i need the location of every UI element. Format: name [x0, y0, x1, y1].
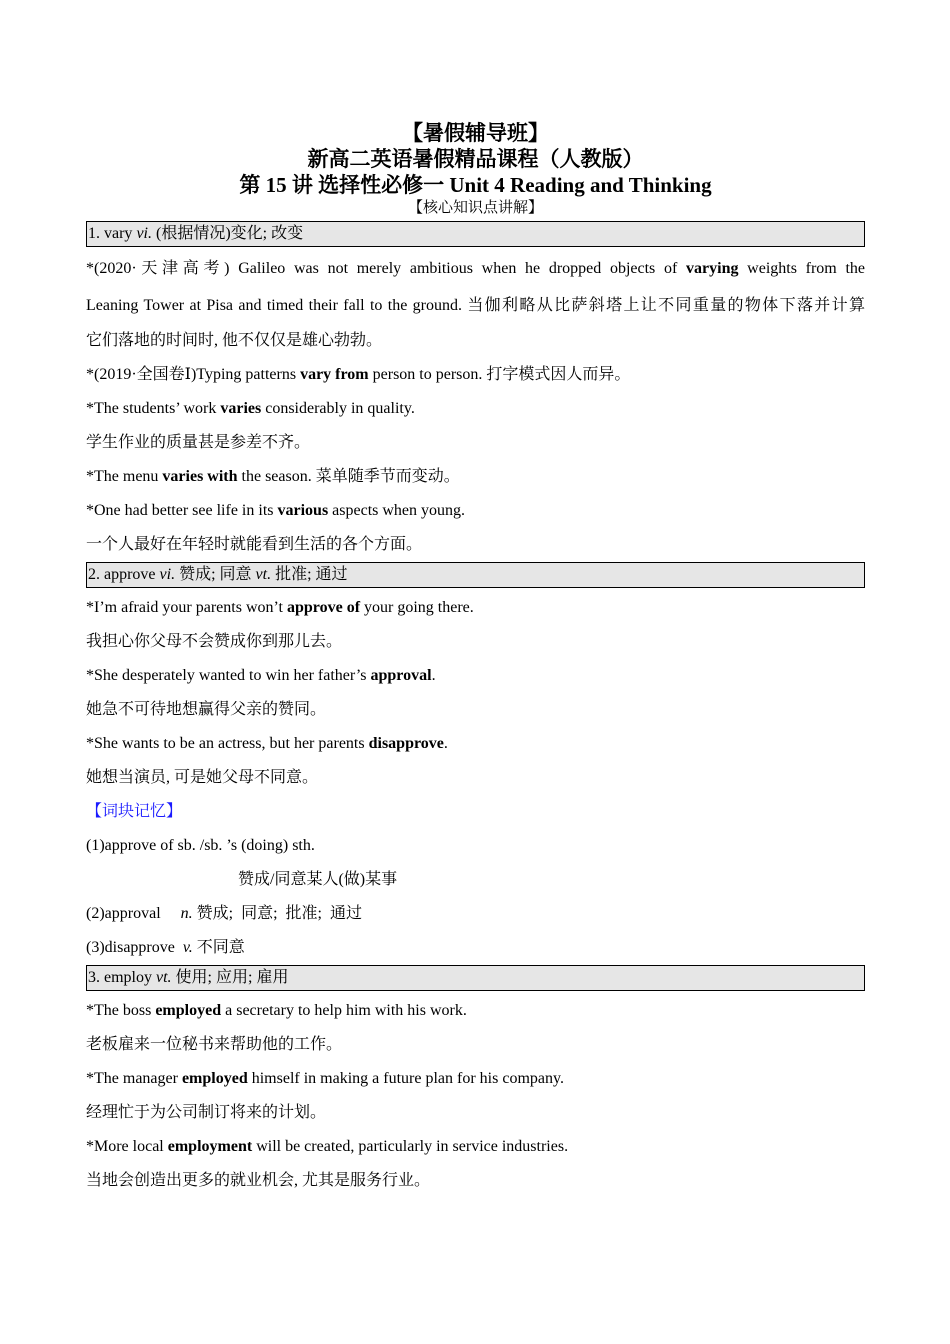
example-line: *The boss employed a secretary to help him with his work. — [86, 1002, 467, 1019]
section-heading-approve: 2. approve vi. 赞成; 同意 vt. 批准; 通过 — [86, 562, 865, 588]
heading-meaning: (根据情况)变化; 改变 — [151, 225, 304, 242]
example-line: 它们落地的时间时, 他不仅仅是雄心勃勃。 — [86, 332, 383, 349]
section-heading-vary — [86, 221, 865, 247]
document-page — [86, 120, 865, 1198]
translation-line: 经理忙于为公司制订将来的计划。 — [86, 1104, 327, 1121]
translation-line: 学生作业的质量甚是参差不齐。 — [86, 434, 311, 451]
example-line: *The manager employed himself in making a future plan for his company. — [86, 1070, 564, 1087]
header-lesson: 第 15 讲 选择性必修一 Unit 4 Reading and Thinking — [239, 173, 712, 197]
example-line: *The menu varies with the season. 菜单随季节而变动。 — [86, 468, 460, 485]
header-section: 【核心知识点讲解】 — [407, 200, 543, 216]
heading-word: 1. vary — [88, 225, 137, 242]
example-line: *The students’ work varies considerably in quality. — [86, 400, 415, 417]
translation-line: 她想当演员, 可是她父母不同意。 — [86, 769, 319, 786]
translation-line: 一个人最好在年轻时就能看到生活的各个方面。 — [86, 536, 423, 553]
memo-item: (1)approve of sb. /sb. ’s (doing) sth. — [86, 837, 315, 854]
example-line: *She desperately wanted to win her father’s approval. — [86, 667, 436, 684]
example-line: *More local employment will be created, particularly in service industries. — [86, 1138, 569, 1155]
heading-pos: vi. — [136, 225, 152, 242]
example-line: *She wants to be an actress, but her parents disapprove. — [86, 735, 448, 752]
memo-item: (3)disapprove v. 不同意 — [86, 939, 245, 956]
translation-line: 老板雇来一位秘书来帮助他的工作。 — [86, 1036, 343, 1053]
memo-item-translation: 赞成/同意某人(做)某事 — [238, 871, 398, 888]
section-heading-employ: 3. employ vt. 使用; 应用; 雇用 — [86, 965, 865, 991]
header-class: 【暑假辅导班】 — [402, 121, 549, 145]
translation-line: 我担心你父母不会赞成你到那儿去。 — [86, 633, 343, 650]
translation-line: 她急不可待地想赢得父亲的赞同。 — [86, 701, 327, 718]
memo-item: (2)approval n. 赞成; 同意; 批准; 通过 — [86, 905, 362, 922]
example-line: *One had better see life in its various aspects when young. — [86, 502, 466, 519]
example-line: *(2020·天津高考) Galileo was not merely ambitious when he dropped objects of varying weights from the — [86, 260, 865, 277]
header-course: 新高二英语暑假精品课程（人教版） — [307, 147, 644, 171]
example-line: Leaning Tower at Pisa and timed their fall to the ground. 当伽利略从比萨斜塔上让不同重量的物体下落并计算 — [86, 297, 865, 314]
example-line: *I’m afraid your parents won’t approve of your going there. — [86, 599, 474, 616]
translation-line: 当地会创造出更多的就业机会, 尤其是服务行业。 — [86, 1172, 431, 1189]
memo-heading: 【词块记忆】 — [86, 803, 183, 820]
example-line: *(2019·全国卷Ⅰ)Typing patterns vary from person to person. 打字模式因人而异。 — [86, 366, 631, 383]
